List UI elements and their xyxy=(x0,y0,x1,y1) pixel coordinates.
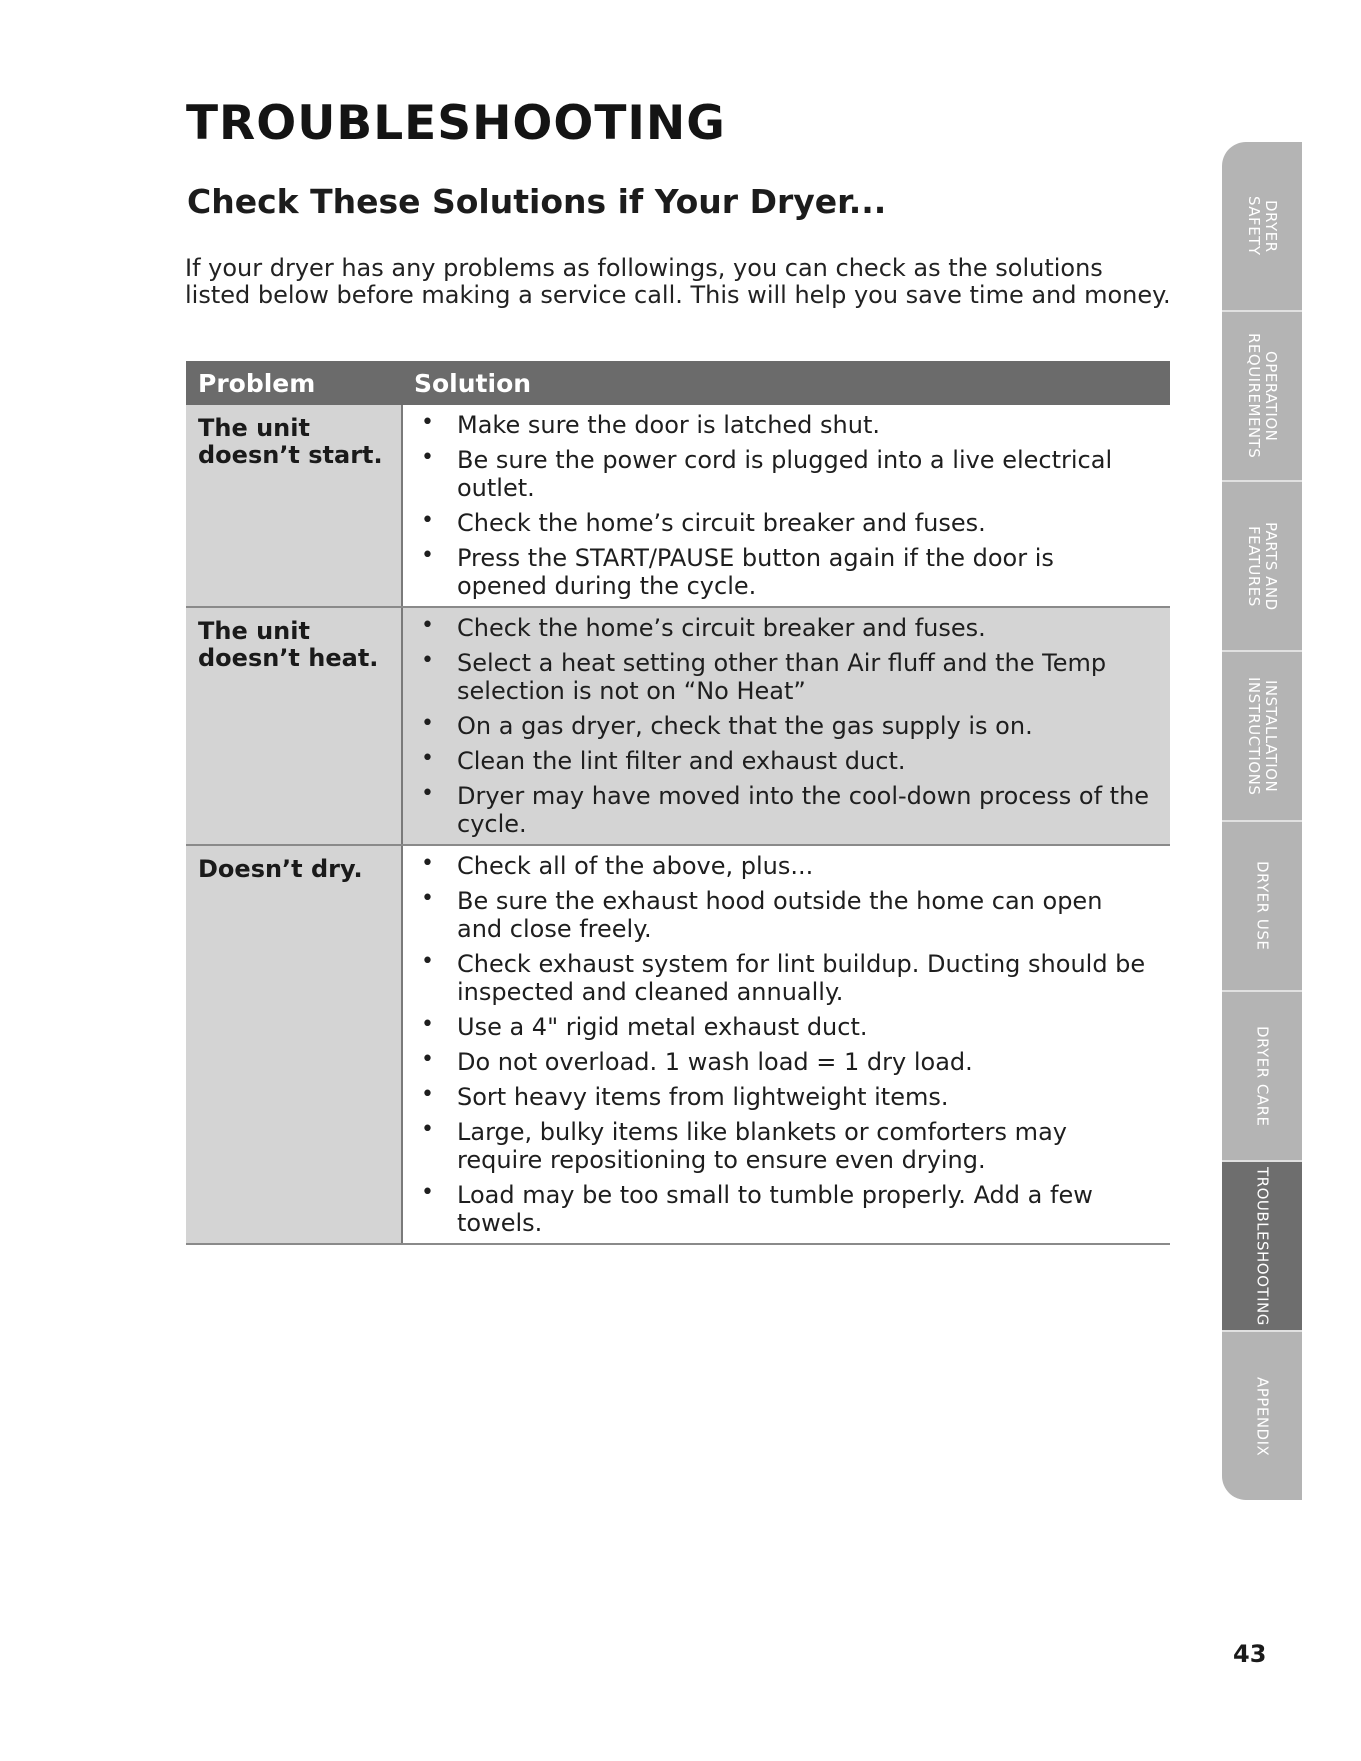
solution-text: Load may be too small to tumble properly. Add a few towels. xyxy=(457,1181,1093,1237)
solution-text: Do not overload. 1 wash load = 1 dry load. xyxy=(457,1048,973,1076)
side-tab-label: DRYER USE xyxy=(1253,861,1272,951)
problem-column-header: Problem xyxy=(198,368,316,398)
solution-text: Check the home’s circuit breaker and fuses. xyxy=(457,614,986,642)
side-tab-dryer-care[interactable] xyxy=(1222,992,1302,1162)
side-tab-appendix[interactable] xyxy=(1222,1332,1302,1500)
side-tab-troubleshooting[interactable] xyxy=(1222,1162,1302,1332)
solution-item xyxy=(415,1181,1170,1237)
solution-text: Dryer may have moved into the cool-down process of the cycle. xyxy=(457,782,1150,838)
bullet-icon: • xyxy=(421,1180,434,1205)
bullet-icon: • xyxy=(421,851,434,876)
table-row xyxy=(186,606,1170,844)
side-tab-dryer-use[interactable] xyxy=(1222,822,1302,992)
bullet-icon: • xyxy=(421,781,434,806)
table-row xyxy=(186,405,1170,606)
solution-text: Clean the lint filter and exhaust duct. xyxy=(457,747,906,775)
troubleshooting-table xyxy=(186,361,1170,1245)
bullet-icon: • xyxy=(421,886,434,911)
bullet-icon: • xyxy=(421,613,434,638)
bullet-icon: • xyxy=(421,1047,434,1072)
solution-item xyxy=(415,614,1170,642)
solution-text: Select a heat setting other than Air fluff and the Temp selection is not on “No Heat” xyxy=(457,649,1107,705)
side-tab-label: DRYER CARE xyxy=(1253,1025,1272,1127)
solution-item xyxy=(415,950,1170,1006)
bullet-icon: • xyxy=(421,410,434,435)
solution-item xyxy=(415,782,1170,838)
bullet-icon: • xyxy=(421,508,434,533)
bullet-icon: • xyxy=(421,648,434,673)
solution-text: On a gas dryer, check that the gas supply is on. xyxy=(457,712,1033,740)
solution-item xyxy=(415,1118,1170,1174)
side-tab-installation-instructions[interactable] xyxy=(1222,652,1302,822)
side-tab-label: INSTALLATION INSTRUCTIONS xyxy=(1245,676,1280,796)
solution-text: Sort heavy items from lightweight items. xyxy=(457,1083,949,1111)
solution-text: Check the home’s circuit breaker and fuses. xyxy=(457,509,986,537)
solution-column-header: Solution xyxy=(414,368,532,398)
bullet-icon: • xyxy=(421,1082,434,1107)
solution-text: Be sure the power cord is plugged into a live electrical outlet. xyxy=(457,446,1113,502)
side-tab-label: PARTS AND FEATURES xyxy=(1245,521,1280,611)
solution-text: Make sure the door is latched shut. xyxy=(457,411,880,439)
solution-item xyxy=(415,852,1170,880)
solution-item xyxy=(415,544,1170,600)
solution-text: Check all of the above, plus... xyxy=(457,852,814,880)
table-row xyxy=(186,844,1170,1243)
side-tab-label: TROUBLESHOOTING xyxy=(1253,1166,1272,1326)
solution-item xyxy=(415,1013,1170,1041)
solution-text: Large, bulky items like blankets or comforters may require repositioning to ensure even drying. xyxy=(457,1118,1067,1174)
bullet-icon: • xyxy=(421,746,434,771)
side-tab-parts-and-features[interactable] xyxy=(1222,482,1302,652)
problem-cell: Doesn’t dry. xyxy=(186,846,403,1243)
solution-item xyxy=(415,509,1170,537)
page-subtitle: Check These Solutions if Your Dryer... xyxy=(187,182,887,221)
solution-item xyxy=(415,1083,1170,1111)
side-tab-dryer-safety[interactable] xyxy=(1222,142,1302,312)
bullet-icon: • xyxy=(421,543,434,568)
side-tab-label: OPERATION REQUIREMENTS xyxy=(1245,333,1280,459)
problem-cell: The unit doesn’t heat. xyxy=(186,608,403,844)
solution-cell xyxy=(403,846,1170,1243)
intro-paragraph: If your dryer has any problems as followings, you can check as the solutions listed below before making a service call. This will help you save time and money. xyxy=(185,254,1171,309)
bullet-icon: • xyxy=(421,711,434,736)
solution-item xyxy=(415,649,1170,705)
side-tab-label: DRYER SAFETY xyxy=(1245,196,1280,256)
solution-item xyxy=(415,712,1170,740)
solution-cell xyxy=(403,405,1170,606)
solution-item xyxy=(415,887,1170,943)
bullet-icon: • xyxy=(421,1117,434,1142)
table-body xyxy=(186,405,1170,1243)
solution-text: Be sure the exhaust hood outside the home can open and close freely. xyxy=(457,887,1103,943)
solution-text: Use a 4" rigid metal exhaust duct. xyxy=(457,1013,868,1041)
problem-cell: The unit doesn’t start. xyxy=(186,405,403,606)
bullet-icon: • xyxy=(421,949,434,974)
solution-item xyxy=(415,1048,1170,1076)
solution-item xyxy=(415,411,1170,439)
table-header xyxy=(186,361,1170,405)
page-title: TROUBLESHOOTING xyxy=(186,96,726,151)
side-tab-label: APPENDIX xyxy=(1253,1377,1272,1457)
solution-cell xyxy=(403,608,1170,844)
solution-text: Check exhaust system for lint buildup. Ducting should be inspected and cleaned annually. xyxy=(457,950,1146,1006)
bullet-icon: • xyxy=(421,445,434,470)
bullet-icon: • xyxy=(421,1012,434,1037)
solution-text: Press the START/PAUSE button again if the door is opened during the cycle. xyxy=(457,544,1054,600)
page-number: 43 xyxy=(1233,1640,1267,1668)
side-tab-operation-requirements[interactable] xyxy=(1222,312,1302,482)
solution-item xyxy=(415,747,1170,775)
solution-item xyxy=(415,446,1170,502)
section-tabs xyxy=(1222,142,1302,1500)
